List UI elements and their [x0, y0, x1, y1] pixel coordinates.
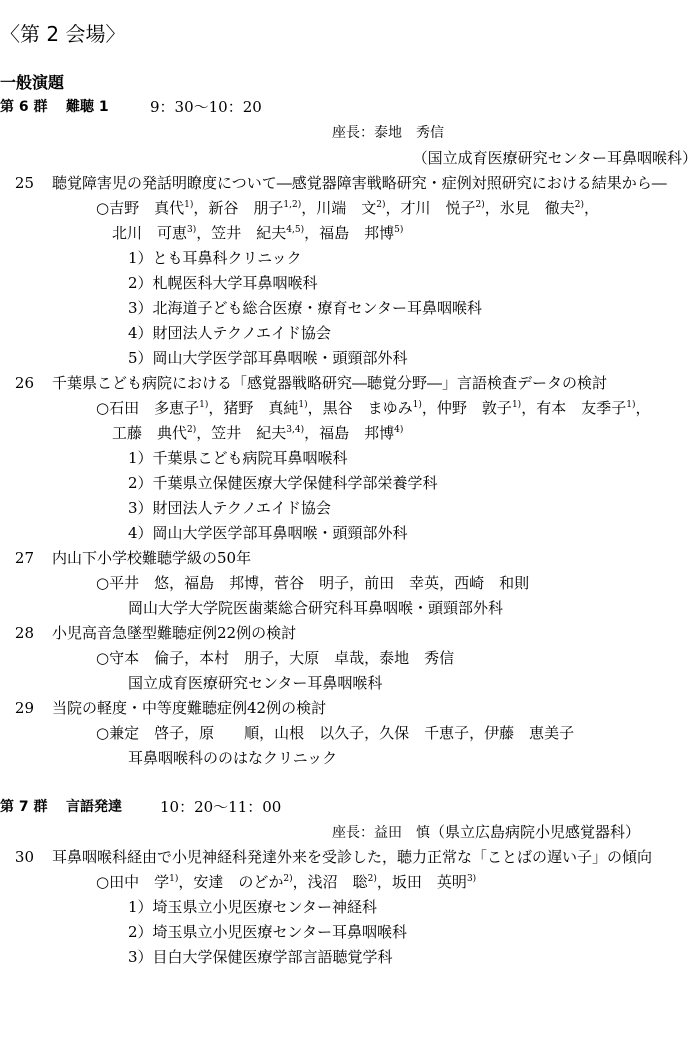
author: 川端 文: [316, 199, 377, 217]
separator: ，: [196, 424, 212, 442]
affiliation: 耳鼻咽喉科ののはなクリニック: [128, 749, 338, 767]
author: 福島 邦博: [319, 224, 395, 242]
group-label: 第 7 群: [0, 799, 48, 815]
affiliation: 国立成育医療研究センター耳鼻咽喉科: [128, 674, 383, 692]
author-affil-ref: 1): [626, 400, 636, 410]
separator: ，: [304, 224, 320, 242]
paper-title: 千葉県こども病院における「感覚器戦略研究―聴覚分野―」言語検査データの検討: [52, 374, 608, 392]
chair-label: 座長：: [332, 125, 374, 141]
author: 猪野 真純: [223, 399, 299, 417]
separator: ，: [196, 224, 212, 242]
author-affil-ref: 3): [466, 874, 477, 884]
affiliation: 1）とも耳鼻科クリニック: [128, 249, 302, 267]
chair-affiliation: （国立成育医療研究センター耳鼻咽喉科）: [412, 149, 697, 167]
paper-title: 当院の軽度・中等度難聴症例42例の検討: [52, 699, 327, 717]
author: ○吉野 真代: [96, 199, 185, 217]
affiliation: 1）埼玉県立小児医療センター神経科: [128, 898, 377, 916]
chair-name: 泰地 秀信: [374, 125, 444, 141]
separator: ，: [307, 399, 323, 417]
author: 有本 友季子: [536, 399, 627, 417]
author: 新谷 朋子: [208, 199, 284, 217]
paper-number: 28: [14, 624, 34, 642]
section-title: 一般演題: [0, 73, 65, 92]
author-affil-ref: 1): [511, 400, 522, 410]
group-name: 言語発達: [66, 799, 122, 815]
author-affil-ref: 1,2): [283, 200, 302, 210]
author: 氷見 徹夫: [499, 199, 575, 217]
author-affil-ref: 3,4): [286, 425, 305, 435]
author: 黒谷 まゆみ: [322, 399, 413, 417]
separator: ，: [376, 873, 392, 891]
author-list-line2: [112, 423, 403, 443]
separator: ，: [208, 399, 224, 417]
affiliation: 3）北海道子ども総合医療・療育センター耳鼻咽喉科: [128, 299, 482, 317]
author-list-line1: [96, 198, 599, 218]
author-list: ○守本 倫子，本村 朋子，大原 卓哉，泰地 秀信: [96, 649, 455, 667]
author: 仲野 敦子: [436, 399, 512, 417]
author-affil-ref: 1): [298, 400, 308, 410]
paper-number: 30: [14, 848, 34, 866]
paper-title: 耳鼻咽喉科経由で小児神経科発達外来を受診した，聴力正常な「ことばの遅い子」の傾向: [52, 848, 653, 866]
chair-affiliation: （県立広島病院小児感覚器科）: [430, 823, 641, 841]
separator: ，: [301, 199, 317, 217]
affiliation: 3）目白大学保健医療学部言語聴覚学科: [128, 948, 393, 966]
chair-name: 益田 慎: [374, 825, 430, 841]
author: 北川 可恵: [112, 224, 188, 242]
group-label: 第 6 群: [0, 99, 48, 115]
separator: ，: [635, 399, 651, 417]
affiliation: 2）埼玉県立小児医療センター耳鼻咽喉科: [128, 923, 407, 941]
paper-number: 29: [14, 699, 34, 717]
author-affil-ref: 1): [199, 400, 209, 410]
author-affil-ref: 2): [475, 200, 485, 210]
separator: ，: [521, 399, 537, 417]
affiliation: 5）岡山大学医学部耳鼻咽喉・頭頸部外科: [128, 349, 408, 367]
author-affil-ref: 2): [574, 200, 585, 210]
author-list-line1: [96, 398, 650, 418]
author: 福島 邦博: [319, 424, 395, 442]
author-list: ○平井 悠，福島 邦博，菅谷 明子，前田 幸英，西崎 和則: [96, 574, 530, 592]
group-time: 9：30〜10：20: [150, 98, 262, 116]
author-affil-ref: 1): [412, 400, 422, 410]
chair-line: [332, 122, 444, 143]
affiliation: 岡山大学大学院医歯薬総合研究科耳鼻咽喉・頭頸部外科: [128, 599, 504, 617]
affiliation: 4）財団法人テクノエイド協会: [128, 324, 331, 342]
affiliation: 2）千葉県立保健医療大学保健科学部栄養学科: [128, 474, 438, 492]
author-affil-ref: 2): [283, 874, 293, 884]
author-affil-ref: 2): [187, 425, 197, 435]
separator: ，: [385, 199, 401, 217]
author-affil-ref: 3): [187, 225, 197, 235]
author: 安達 のどか: [193, 873, 284, 891]
author-list: ○兼定 啓子，原 順，山根 以久子，久保 千恵子，伊藤 恵美子: [96, 724, 575, 742]
affiliation: 4）岡山大学医学部耳鼻咽喉・頭頸部外科: [128, 524, 408, 542]
affiliation: 3）財団法人テクノエイド協会: [128, 499, 331, 517]
author-list-line2: [112, 223, 403, 243]
author-list-line1: [96, 872, 476, 892]
author-affil-ref: 1): [184, 200, 194, 210]
author-affil-ref: 2): [376, 200, 386, 210]
paper-number: 25: [14, 174, 34, 192]
author: 浅沼 聡: [307, 873, 368, 891]
author-affil-ref: 5): [394, 225, 404, 235]
group-name: 難聴 1: [66, 99, 109, 115]
room-title: 〈第 2 会場〉: [0, 22, 126, 46]
chair-label: 座長：: [332, 825, 374, 841]
affiliation: 2）札幌医科大学耳鼻咽喉科: [128, 274, 318, 292]
author: ○田中 学: [96, 873, 170, 891]
group-time: 10：20〜11：00: [160, 798, 282, 816]
author: 工藤 典代: [112, 424, 188, 442]
author-affil-ref: 4,5): [286, 225, 305, 235]
author: 笠井 紀夫: [211, 224, 287, 242]
chair-line: [332, 822, 640, 843]
author: ○石田 多恵子: [96, 399, 200, 417]
paper-title: 小児高音急墜型難聴症例22例の検討: [52, 624, 297, 642]
author-affil-ref: 4): [394, 425, 404, 435]
separator: ，: [178, 873, 194, 891]
paper-number: 27: [14, 549, 34, 567]
author: 坂田 英明: [391, 873, 467, 891]
separator: ，: [292, 873, 308, 891]
separator: ，: [193, 199, 209, 217]
separator: ，: [421, 399, 437, 417]
paper-title: 聴覚障害児の発話明瞭度について―感覚器障害戦略研究・症例対照研究における結果から―: [52, 174, 667, 192]
author-affil-ref: 2): [367, 874, 377, 884]
author: 笠井 紀夫: [211, 424, 287, 442]
separator: ，: [584, 199, 600, 217]
author-affil-ref: 1): [169, 874, 179, 884]
separator: ，: [304, 424, 320, 442]
paper-number: 26: [14, 374, 34, 392]
paper-title: 内山下小学校難聴学級の50年: [52, 549, 252, 567]
affiliation: 1）千葉県こども病院耳鼻咽喉科: [128, 449, 348, 467]
author: 才川 悦子: [400, 199, 476, 217]
separator: ，: [484, 199, 500, 217]
